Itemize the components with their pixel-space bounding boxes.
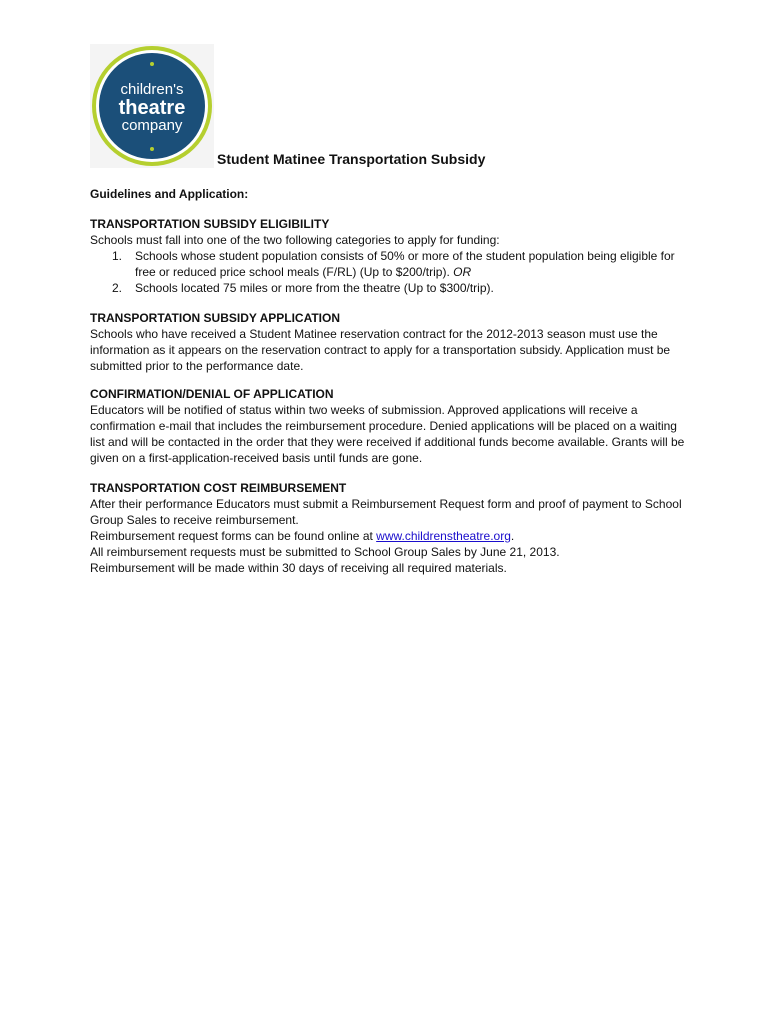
confirmation-body: Educators will be notified of status within two weeks of submission. Approved applications will receive a confirmation e-mail that includes the reimbursement procedure. Denied applications will be placed on a waiting list and will be contacted in the order that they were received if additional funds become available. Grants will be given on a first-application-received basis until funds are gone. [90,403,685,465]
document-title: Student Matinee Transportation Subsidy [217,151,486,167]
guidelines-subtitle: Guidelines and Application: [90,187,249,201]
eligibility-list [90,248,690,296]
application-heading: TRANSPORTATION SUBSIDY APPLICATION [90,311,341,325]
reimbursement-heading: TRANSPORTATION COST REIMBURSEMENT [90,481,347,495]
reimbursement-line-2 [90,528,690,544]
reimbursement-line-3: All reimbursement requests must be submitted to School Group Sales by June 21, 2013. [90,545,560,559]
reimbursement-line-2-prefix: Reimbursement request forms can be found online at [90,529,377,543]
confirmation-section [90,386,690,466]
list-item-text: Schools located 75 miles or more from the theatre (Up to $300/trip). [135,281,494,295]
reimbursement-line-2-suffix: . [510,529,515,543]
application-body: Schools who have received a Student Matinee reservation contract for the 2012-2013 season must use the information as it appears on the reservation contract to apply for a transportation subsidy. Application must be submitted prior to the performance date. [90,327,671,373]
eligibility-heading: TRANSPORTATION SUBSIDY ELIGIBILITY [90,217,330,231]
childrens-theatre-logo [90,44,214,168]
svg-text:theatre: theatre [118,97,186,119]
eligibility-intro: Schools must fall into one of the two following categories to apply for funding: [90,233,500,247]
list-item [90,280,690,296]
application-section [90,310,690,374]
list-item [90,248,690,280]
website-link[interactable]: www.childrenstheatre.org [376,529,511,543]
document-body [90,186,690,590]
reimbursement-section [90,480,690,576]
svg-text:company: company [121,117,183,134]
list-item-number: 1. [112,249,123,263]
reimbursement-line-1: After their performance Educators must submit a Reimbursement Request form and proof of payment to School Group Sales to receive reimbursement. [90,497,682,527]
reimbursement-line-4: Reimbursement will be made within 30 days of receiving all required materials. [90,561,507,575]
list-item-number: 2. [112,281,123,295]
list-item-suffix: OR [453,265,472,279]
list-item-text: Schools whose student population consists of 50% or more of the student population being eligible for free or reduced price school meals (F/RL) (Up to $200/trip). [135,249,675,279]
confirmation-heading: CONFIRMATION/DENIAL OF APPLICATION [90,387,334,401]
svg-text:children's: children's [120,81,184,98]
eligibility-section [90,216,690,296]
